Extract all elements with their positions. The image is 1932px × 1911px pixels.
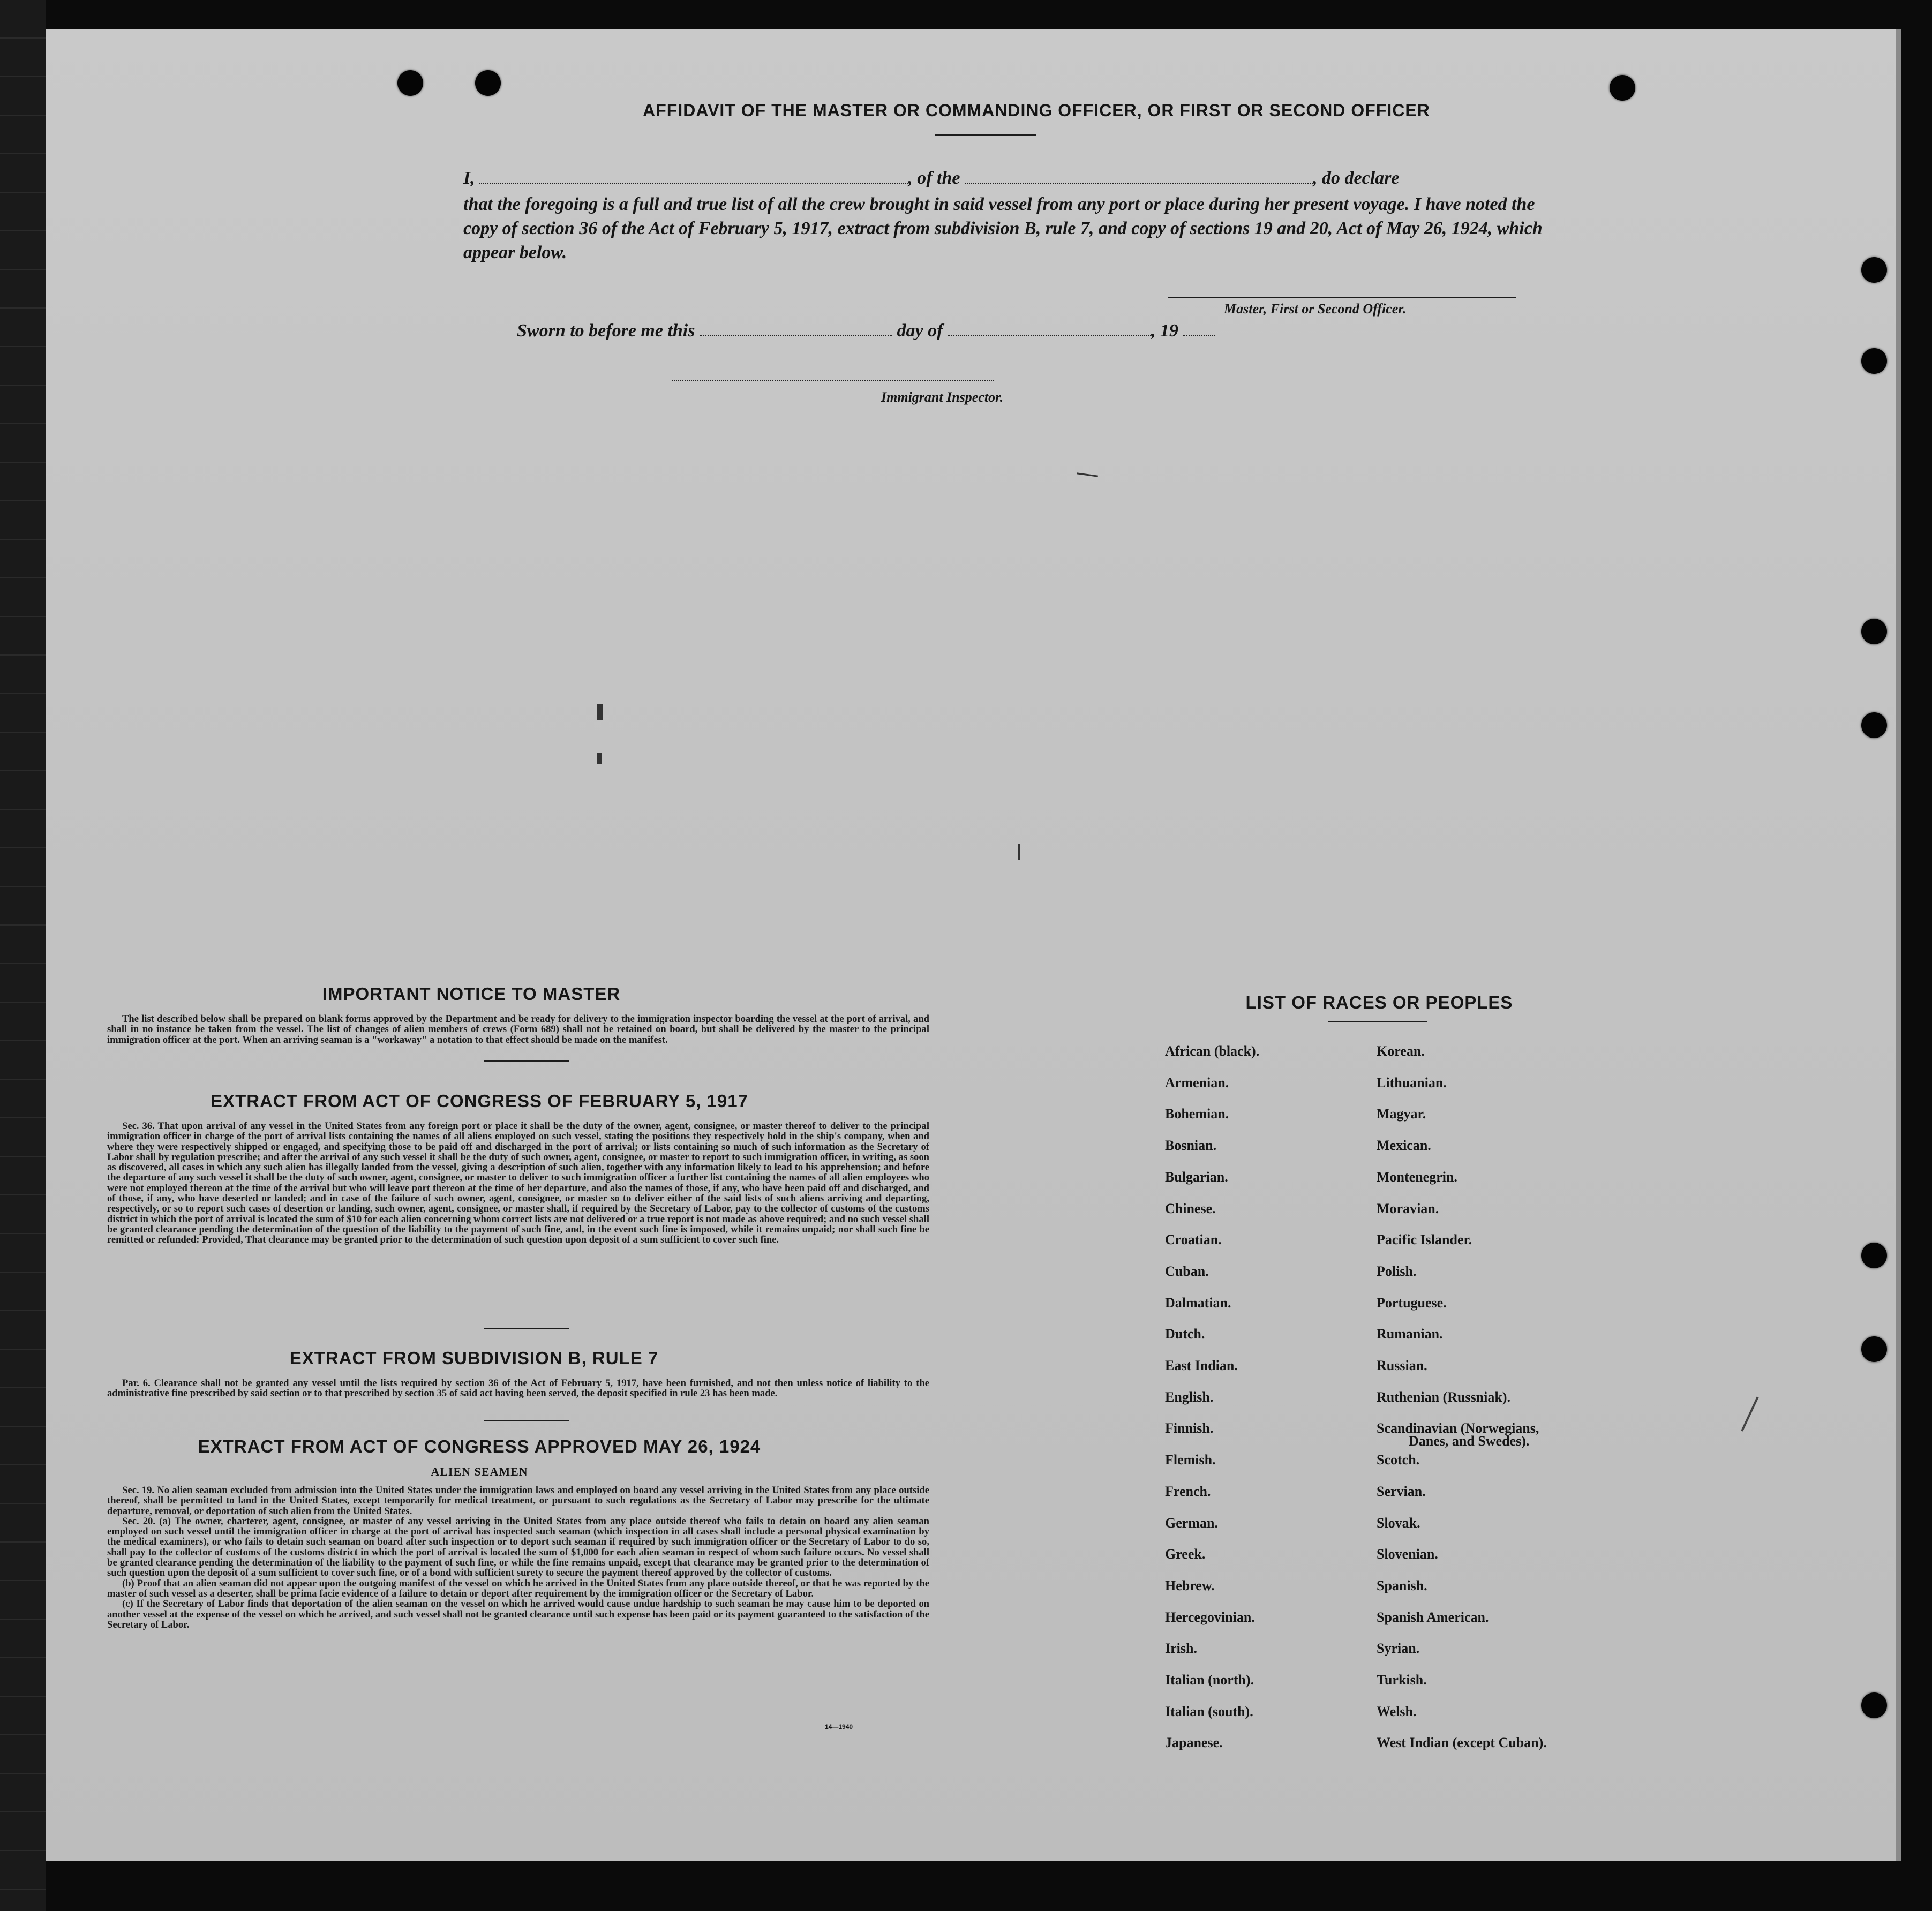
- race-item-continuation: Danes, and Swedes).: [1409, 1433, 1530, 1449]
- race-item: Croatian.: [1165, 1232, 1222, 1248]
- race-item: Finnish.: [1165, 1420, 1214, 1436]
- rule-7-text: [107, 1378, 929, 1399]
- extract-1917-text: [107, 1121, 929, 1245]
- affidavit-declare-label: , do declare: [1313, 168, 1400, 188]
- extract-1917-title: EXTRACT FROM ACT OF CONGRESS OF FEBRUARY 5, 1917: [211, 1091, 748, 1111]
- race-item: Japanese.: [1165, 1735, 1223, 1751]
- race-item: Mexican.: [1377, 1138, 1431, 1154]
- form-number: 14—1940: [825, 1723, 853, 1731]
- section-divider: [484, 1060, 569, 1062]
- race-item: Chinese.: [1165, 1200, 1216, 1216]
- race-item: Hercegovinian.: [1165, 1609, 1255, 1625]
- race-item: Pacific Islander.: [1377, 1232, 1472, 1248]
- race-item: Scandinavian (Norwegians,: [1377, 1420, 1539, 1436]
- race-item: Welsh.: [1377, 1703, 1417, 1719]
- race-item: Slovenian.: [1377, 1546, 1438, 1562]
- race-item: French.: [1165, 1483, 1211, 1499]
- race-item: Greek.: [1165, 1546, 1206, 1562]
- race-item: German.: [1165, 1515, 1218, 1531]
- background-grid: [0, 0, 46, 1911]
- race-item: Magyar.: [1377, 1106, 1426, 1122]
- race-item: Syrian.: [1377, 1641, 1420, 1657]
- section-divider: [484, 1328, 569, 1329]
- race-item: Italian (south).: [1165, 1703, 1253, 1719]
- master-signature-label: Master, First or Second Officer.: [1224, 301, 1407, 317]
- day-of-label: day of: [897, 321, 943, 341]
- sec-20c-paragraph: (c) If the Secretary of Labor finds that deportation of the alien seaman on the vessel on which he arrived would cause undue hardship to such seaman he may cause him to be deported on another vessel at the expense of the vessel on which he arrived, and such vessel shall not be granted clearance until such expense has been paid or its payment guaranteed to the satisfaction of the Secretary of Labor.: [107, 1598, 929, 1630]
- year-label: , 19: [1151, 321, 1178, 341]
- race-item: Bosnian.: [1165, 1138, 1217, 1154]
- section-divider: [484, 1420, 569, 1421]
- par-6-paragraph: Par. 6. Clearance shall not be granted any vessel until the lists required by section 36 of the Act of February 5, 1917, have been furnished, and not then unless notice of liability to the administrative fine prescribed by said section or to that prescribed by section 35 of said act having been served, the deposit specified in rule 23 has been made.: [107, 1378, 929, 1400]
- sec-19-paragraph: Sec. 19. No alien seaman excluded from admission into the United States under the immigration laws and employed on board any vessel arriving in the United States from any place outside thereof, shall be permitted to land in the United States, except temporarily for medical treatment, or pursuant to such regulations as the Secretary of Labor may prescribe for the ultimate departure, removal, or deportation of such alien from the United States.: [107, 1485, 929, 1517]
- sec-20b-paragraph: (b) Proof that an alien seaman did not appear upon the outgoing manifest of the vessel on which he arrived in the United States from any place outside thereof, or that he was reported by the master of such vessel as a deserter, shall be prima facie evidence of a failure to detain or deport after requirement by the immigration officer or the Secretary of Labor.: [107, 1577, 929, 1599]
- race-item: English.: [1165, 1389, 1214, 1405]
- race-item: Bulgarian.: [1165, 1169, 1228, 1185]
- inspector-signature-label: Immigrant Inspector.: [881, 389, 1004, 405]
- sworn-label: Sworn to before me this: [517, 321, 695, 341]
- race-item: African (black).: [1165, 1043, 1260, 1059]
- affidavit-title: AFFIDAVIT OF THE MASTER OR COMMANDING OFFICER, OR FIRST OR SECOND OFFICER: [643, 101, 1430, 120]
- race-item: Irish.: [1165, 1641, 1197, 1657]
- race-item: Italian (north).: [1165, 1672, 1254, 1688]
- race-item: Portuguese.: [1377, 1295, 1447, 1311]
- race-item: Bohemian.: [1165, 1106, 1229, 1122]
- notice-title: IMPORTANT NOTICE TO MASTER: [322, 984, 621, 1004]
- race-item: Turkish.: [1377, 1672, 1427, 1688]
- alien-seamen-subtitle: ALIEN SEAMEN: [431, 1465, 528, 1478]
- race-item: Russian.: [1377, 1358, 1427, 1373]
- race-item: West Indian (except Cuban).: [1377, 1735, 1547, 1751]
- race-item: Dutch.: [1165, 1326, 1205, 1342]
- race-item: Spanish.: [1377, 1577, 1427, 1593]
- race-item: Spanish American.: [1377, 1609, 1489, 1625]
- races-title: LIST OF RACES OR PEOPLES: [1245, 992, 1513, 1012]
- race-item: Korean.: [1377, 1043, 1425, 1059]
- sec-20a-paragraph: Sec. 20. (a) The owner, charterer, agent, consignee, or master of any vessel arriving in the United States from any place outside thereof who fails to detain on board any alien seaman employed on such vessel until the immigration officer in charge at the port of arrival has inspected such seaman (which inspection in all cases shall include a personal physical examination by the medical examiners), or who fails to detain such seaman on board after such inspection or to deport such seaman if required by such immigration officer or the Secretary of Labor to do so, shall pay to the collector of customs of the customs district in which the port of arrival is located the sum of $1,000 for each alien seaman in respect of whom such failure occurs. No vessel shall be granted clearance pending the determination of the liability to the payment of such fine, or while the fine remains unpaid, except that clearance may be granted prior to the determination of such question upon the deposit of a sum sufficient to cover such fine, or of a bond with sufficient surety to secure the payment thereof approved by the collector of customs.: [107, 1515, 929, 1579]
- rule-7-title: EXTRACT FROM SUBDIVISION B, RULE 7: [289, 1348, 659, 1368]
- race-item: Polish.: [1377, 1263, 1417, 1279]
- extract-1924-title: EXTRACT FROM ACT OF CONGRESS APPROVED MAY 26, 1924: [198, 1436, 761, 1456]
- affidavit-of-the-label: , of the: [908, 168, 960, 188]
- race-item: Dalmatian.: [1165, 1295, 1231, 1311]
- section-36-paragraph: Sec. 36. That upon arrival of any vessel in the United States from any foreign port or place it shall be the duty of the owner, agent, consignee, or master thereof to deliver to the principal immigration officer in charge of the port of arrival lists containing the names of all aliens employed on such vessel, stating the positions they respectively hold in the ship's company, when and where they were respectively shipped or engaged, and specifying those to be paid off and discharged in the port of arrival; or lists containing so much of such information as the Secretary of Labor shall by regulation prescribe; and after the arrival of any such vessel it shall be the duty of such owner, agent, consignee, or master to report to such immigration officer, in writing, as soon as discovered, all cases in which any such alien has illegally landed from the vessel, giving a description of such alien, together with any information likely to lead to his apprehension; and before the departure of any such vessel it shall be the duty of such owner, agent, consignee, or master to deliver to such immigration officer a further list containing the names of all alien employees who were not employed thereon at the time of the arrival but who will leave port thereon at the time of her departure, and also the names of those, if any, who have been paid off and discharged, and of those, if any, who have deserted or landed; and in case of the failure of such owner, agent, consignee, or master so to deliver either of the said lists of such aliens arriving and departing, respectively, or so to report such cases of desertion or landing, such owner, agent, consignee, or master shall, if required by the Secretary of Labor, pay to the collector of customs of the customs district in which the port of arrival is located the sum of $10 for each alien concerning whom correct lists are not delivered or a true report is not made as above required; and no such vessel shall be granted clearance pending the determination of the question of the liability to the payment of such fine, and, in the event such fine is imposed, while it remains unpaid; nor shall such fine be remitted or refunded: Provided, That clearance may be granted prior to the determination of such question upon deposit of a sum sufficient to cover such fine.: [107, 1120, 929, 1246]
- race-item: Servian.: [1377, 1483, 1426, 1499]
- race-item: Montenegrin.: [1377, 1169, 1457, 1185]
- notice-paragraph: The list described below shall be prepared on blank forms approved by the Department and be ready for delivery to the immigration inspector boarding the vessel at the port of arrival, and shall in no instance be taken from the vessel. The list of changes of alien members of crews (Form 689) shall not be retained on board, but shall be delivered by the master to the principal immigration officer at the port. When an arriving seaman is a "workaway" a notation to that effect should be made on the manifest.: [107, 1013, 929, 1045]
- race-item: Lithuanian.: [1377, 1074, 1447, 1090]
- race-item: East Indian.: [1165, 1358, 1238, 1373]
- race-item: Moravian.: [1377, 1200, 1439, 1216]
- extract-1924-text: [107, 1485, 929, 1630]
- races-list: [1165, 1043, 1647, 1793]
- affidavit-body: that the foregoing is a full and true list of all the crew brought in said vessel from any port or place during her present voyage. I have noted the copy of section 36 of the Act of February 5, 1917, extract from subdivision B, rule 7, and copy of sections 19 and 20, Act of May 26, 1924, which appear below.: [463, 194, 1543, 262]
- race-item: Scotch.: [1377, 1452, 1420, 1468]
- race-item: Ruthenian (Russniak).: [1377, 1389, 1510, 1405]
- race-item: Rumanian.: [1377, 1326, 1443, 1342]
- races-title-underline: [1328, 1021, 1427, 1022]
- document-page: [46, 29, 1901, 1861]
- race-item: Slovak.: [1377, 1515, 1420, 1531]
- race-item: Armenian.: [1165, 1074, 1229, 1090]
- affidavit-i-label: I,: [463, 168, 475, 188]
- race-item: Hebrew.: [1165, 1577, 1215, 1593]
- race-item: Cuban.: [1165, 1263, 1209, 1279]
- race-item: Flemish.: [1165, 1452, 1216, 1468]
- notice-text: [107, 1014, 929, 1045]
